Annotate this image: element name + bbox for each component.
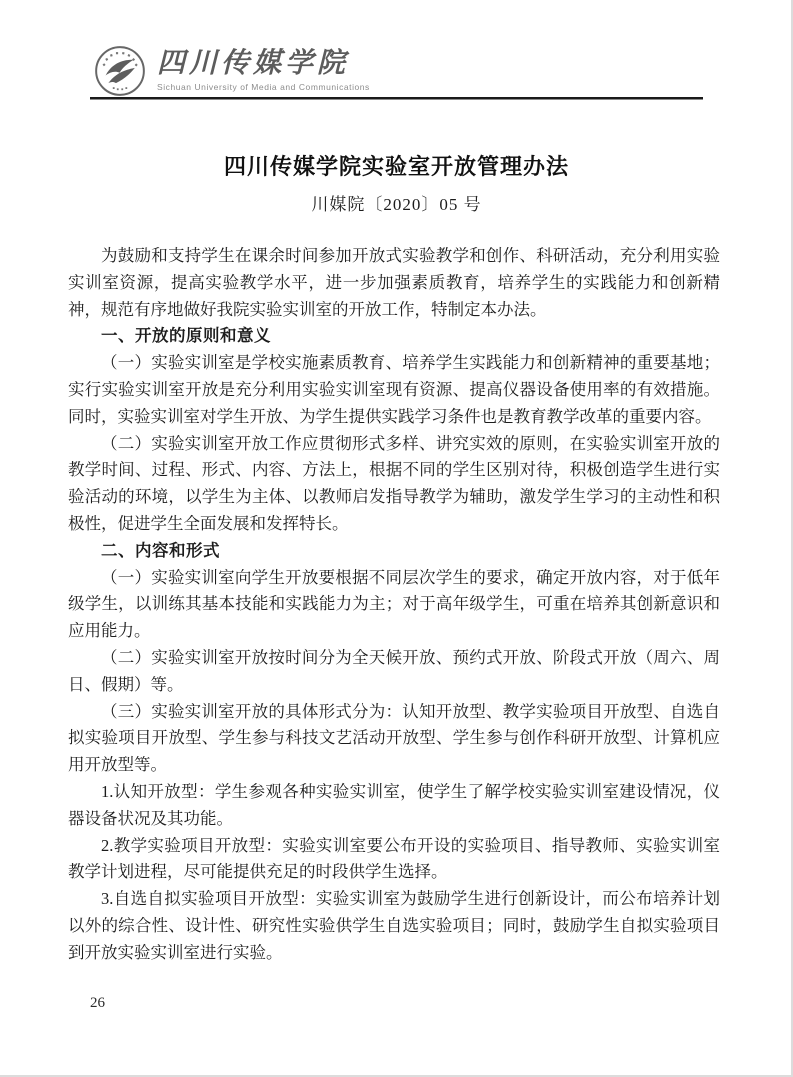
document-body xyxy=(68,243,720,967)
intro-paragraph: 为鼓励和支持学生在课余时间参加开放式实验教学和创作、科研活动，充分利用实验实训室资源，提高实验教学水平，进一步加强素质教育，培养学生的实践能力和创新精神，规范有序地做好我院实验实训室的开放工作，特制定本办法。 xyxy=(68,246,720,319)
university-name-cn: 四川传媒学院 xyxy=(157,48,350,79)
paragraph: （一）实验实训室向学生开放要根据不同层次学生的要求，确定开放内容，对于低年级学生，以训练其基本技能和实践能力为主；对于高年级学生，可重在培养其创新意识和应用能力。 xyxy=(68,567,720,641)
paragraph: （三）实验实训室开放的具体形式分为：认知开放型、教学实验项目开放型、自选自拟实验项目开放型、学生参与科技文艺活动开放型、学生参与创作科研开放型、计算机应用开放型等。 xyxy=(68,701,720,775)
section-heading-2: 二、内容和形式 xyxy=(101,541,220,560)
numbered-item-1: 1.认知开放型：学生参观各种实验实训室，使学生了解学校实验实训室建设情况，仪器设备状况及其功能。 xyxy=(68,781,720,828)
document-number: 川媒院〔2020〕05 号 xyxy=(311,195,482,214)
page-number: 26 xyxy=(90,995,105,1011)
section-heading-1: 一、开放的原则和意义 xyxy=(101,327,271,346)
numbered-item-2: 2.教学实验项目开放型：实验实训室要公布开设的实验项目、指导教师、实验实训室教学计划进程，尽可能提供充足的时段供学生选择。 xyxy=(68,835,720,882)
paragraph: （一）实验实训室是学校实施素质教育、培养学生实践能力和创新精神的重要基地；实行实验实训室开放是充分利用实验实训室现有资源、提高仪器设备使用率的有效措施。同时，实验实训室对学生开放、为学生提供实践学习条件也是教育教学改革的重要内容。 xyxy=(68,353,720,426)
paragraph: （二）实验实训室开放工作应贯彻形式多样、讲究实效的原则，在实验实训室开放的教学时间、过程、形式、内容、方法上，根据不同的学生区别对待，积极创造学生进行实验活动的环境，以学生为主体、以教师启发指导教学为辅助，激发学生学习的主动性和积极性，促进学生全面发展和发挥特长。 xyxy=(68,433,720,533)
university-name-en: Sichuan University of Media and Communications xyxy=(157,82,370,92)
university-brand xyxy=(157,44,370,92)
letterhead xyxy=(93,44,370,98)
numbered-item-3: 3.自选自拟实验项目开放型：实验实训室为鼓励学生进行创新设计，而公布培养计划以外的综合性、设计性、研究性实验供学生自选实验项目；同时，鼓励学生自拟实验项目到开放实验实训室进行实验。 xyxy=(68,889,720,962)
paragraph: （二）实验实训室开放按时间分为全天候开放、预约式开放、阶段式开放（周六、周日、假期）等。 xyxy=(68,647,720,694)
letterhead-rule xyxy=(90,97,703,100)
university-seal-icon xyxy=(93,44,147,98)
document-title: 四川传媒学院实验室开放管理办法 xyxy=(223,154,569,179)
